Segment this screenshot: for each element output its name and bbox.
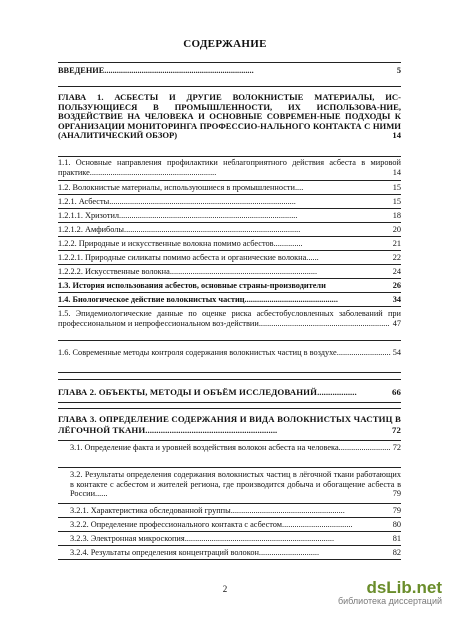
page-title: СОДЕРЖАНИЕ: [183, 38, 267, 50]
toc-entry-text: 3.2. Результаты определения содержания волокнистых частиц в лёгочной ткани работающих в контакте с асбестом и жителей региона, где производится добыча и обогащение асбеста в России: [70, 470, 401, 499]
toc-entry-text: 3.1. Определение факта и уровней воздействия волокон асбеста на человека: [70, 443, 339, 452]
divider: [58, 194, 401, 195]
toc-page-number: 47: [392, 318, 401, 328]
divider: [58, 545, 401, 546]
divider: [58, 306, 401, 307]
toc-entry-text: 1.5. Эпидемиологические данные по оценке риска асбестобусловленных заболеваний при профессиональном и непрофессиональном воз-действии: [58, 309, 401, 328]
toc-page-number: 20: [392, 225, 401, 234]
toc-entry-chapter-3[interactable]: ГЛАВА 3. ОПРЕДЕЛЕНИЕ СОДЕРЖАНИЯ И ВИДА ВОЛОКНИСТЫХ ЧАСТИЦ В ЛЁГОЧНОЙ ТКАНИ............................................................ 72: [58, 414, 401, 435]
divider: [58, 222, 401, 223]
toc-entry-1-2-2[interactable]: 1.2.2. Природные и искусственные волокна помимо асбестов.............. 21: [58, 239, 401, 248]
toc-entry-text: 1.3. История использования асбестов, основные страны-производители: [58, 281, 326, 290]
divider: [58, 264, 401, 265]
toc-entry-3-2-4[interactable]: 3.2.4. Результаты определения концентраций волокон............................. 82: [70, 548, 401, 557]
watermark[interactable]: [338, 578, 442, 606]
divider: [58, 156, 401, 157]
toc-entry-1-6[interactable]: 1.6. Современные методы контроля содержания волокнистых частиц в воздухе.......................... 54: [58, 348, 401, 357]
toc-page-number: 22: [392, 253, 401, 262]
toc-page-number: 14: [392, 167, 401, 177]
toc-entry-chapter-1[interactable]: [58, 93, 401, 141]
toc-page-number: 72: [392, 425, 401, 435]
toc-page-number: 15: [392, 197, 401, 206]
toc-entry-text: ГЛАВА 2. ОБЪЕКТЫ, МЕТОДЫ И ОБЪЁМ ИССЛЕДОВАНИЙ: [58, 387, 318, 397]
toc-entry-text: 1.2.2.1. Природные силикаты помимо асбеста и органические волокна: [58, 253, 307, 262]
divider: [58, 372, 401, 373]
toc-page-number: 81: [392, 534, 401, 543]
toc-entry-1-2-2-2[interactable]: 1.2.2.2. Искусственные волокна....................................................................... 24: [58, 267, 401, 276]
watermark-logo: dsLib.net: [366, 578, 442, 597]
divider: [58, 180, 401, 181]
divider: [58, 340, 401, 341]
divider: [58, 517, 401, 518]
toc-page-number: 26: [392, 281, 401, 290]
divider: [58, 440, 401, 441]
divider: [58, 62, 401, 63]
toc-page-number: 66: [392, 387, 401, 397]
toc-page-number: 79: [392, 489, 401, 499]
toc-entry-3-1[interactable]: 3.1. Определение факта и уровней воздействия волокон асбеста на человека......................... 72: [70, 443, 401, 452]
toc-entry-3-2-2[interactable]: 3.2.2. Определение профессионального контакта с асбестом.................................. 80: [70, 520, 401, 529]
toc-entry-1-2-2-1[interactable]: 1.2.2.1. Природные силикаты помимо асбеста и органические волокна...... 22: [58, 253, 401, 262]
toc-entry-text: ВВЕДЕНИЕ: [58, 66, 105, 75]
divider: [58, 402, 401, 403]
toc-entry-3-2[interactable]: 3.2. Результаты определения содержания волокнистых частиц в лёгочной ткани работающих в контакте с асбестом и жителей региона, где производится добыча и обогащение асбеста в России...... 79: [70, 470, 401, 499]
toc-page-number: 18: [392, 211, 401, 220]
toc-entry-chapter-2[interactable]: ГЛАВА 2. ОБЪЕКТЫ, МЕТОДЫ И ОБЪЁМ ИССЛЕДОВАНИЙ.................. 66: [58, 387, 401, 397]
toc-entry-text: 1.2.1. Асбесты: [58, 197, 110, 206]
toc-entry-1-1[interactable]: 1.1. Основные направления профилактики неблагоприятного действия асбеста в мировой практике............................................................. 14: [58, 158, 401, 177]
toc-entry-text: 3.2.4. Результаты определения концентраций волокон: [70, 548, 259, 557]
toc-entry-text: ГЛАВА 3. ОПРЕДЕЛЕНИЕ СОДЕРЖАНИЯ И ВИДА ВОЛОКНИСТЫХ ЧАСТИЦ В ЛЁГОЧНОЙ ТКАНИ: [58, 414, 401, 435]
divider: [58, 503, 401, 504]
toc-entry-1-2-1-1[interactable]: 1.2.1.1. Хризотил...................................................................................... 18: [58, 211, 401, 220]
toc-page-number: 34: [392, 295, 401, 304]
divider: [58, 559, 401, 560]
toc-entry-text: 1.1. Основные направления профилактики неблагоприятного действия асбеста в мировой практике: [58, 158, 401, 177]
toc-page-number: 72: [392, 443, 401, 452]
toc-entry-text: 3.2.3. Электронная микроскопия: [70, 534, 185, 543]
toc-entry-text: 1.2. Волокнистые материалы, используюшиеся в промышленности: [58, 183, 295, 192]
toc-entry-1-2[interactable]: 1.2. Волокнистые материалы, используюшиеся в промышленности.... 15: [58, 183, 401, 192]
toc-page-number: 54: [392, 348, 401, 357]
watermark-subtitle: библиотека диссертаций: [337, 596, 442, 606]
toc-page-number: 15: [392, 183, 401, 192]
toc-entry-1-2-1-2[interactable]: 1.2.1.2. Амфиболы..................................................................................... 20: [58, 225, 401, 234]
toc-page-number: 21: [392, 239, 401, 248]
toc-entry-1-2-1[interactable]: 1.2.1. Асбесты.......................................................................................... 15: [58, 197, 401, 206]
toc-entry-1-4[interactable]: 1.4. Биологическое действие волокнистых частиц............................................. 34: [58, 295, 401, 304]
divider: [58, 467, 401, 468]
toc-entry-1-5[interactable]: 1.5. Эпидемиологические данные по оценке риска асбестобусловленных заболеваний при профессиональном и непрофессиональном воз-действии............................................................... 47: [58, 309, 401, 328]
toc-entry-text: 1.4. Биологическое действие волокнистых частиц: [58, 295, 245, 304]
toc-entry-text: 1.2.2.2. Искусственные волокна: [58, 267, 170, 276]
toc-entry-1-3[interactable]: [58, 281, 401, 291]
toc-entry-text: 1.2.2. Природные и искусственные волокна помимо асбестов: [58, 239, 274, 248]
divider: [58, 236, 401, 237]
divider: [58, 278, 401, 279]
toc-page-number: 79: [392, 506, 401, 515]
toc-entry-3-2-1[interactable]: 3.2.1. Характеристика обследованной группы....................................................... 79: [70, 506, 401, 515]
toc-page-number: 14: [392, 130, 401, 141]
divider: [58, 531, 401, 532]
toc-entry-introduction[interactable]: ВВЕДЕНИЕ........................................................................ 5: [58, 66, 401, 75]
toc-page-number: 24: [392, 267, 401, 276]
toc-entry-text: 1.2.1.1. Хризотил: [58, 211, 120, 220]
toc-entry-text: 3.2.2. Определение профессионального контакта с асбестом: [70, 520, 283, 529]
toc-entry-text: ГЛАВА 1. АСБЕСТЫ И ДРУГИЕ ВОЛОКНИСТЫЕ МАТЕРИАЛЫ, ИС-ПОЛЬЗУЮЩИЕСЯ В ПРОМЫШЛЕННОСТИ, ИХ ИСПОЛЬЗОВА-НИЕ, ВОЗДЕЙСТВИЕ НА ЧЕЛОВЕКА И ОСНОВНЫЕ СОВРЕМЕН-НЫЕ ПОДХОДЫ К ОРГАНИЗАЦИИ МОНИТОРИНГА ПРОФЕССИО-НАЛЬНОГО КОНТАКТА С НИМИ (АНАЛИТИЧЕСКИЙ ОБЗОР): [58, 92, 401, 141]
divider: [58, 250, 401, 251]
toc-entry-text: 1.2.1.2. Амфиболы: [58, 225, 124, 234]
toc-page-number: 82: [392, 548, 401, 557]
divider: [58, 208, 401, 209]
toc-page-number: 5: [396, 66, 401, 75]
divider: [58, 379, 401, 380]
toc-entry-3-2-3[interactable]: 3.2.3. Электронная микроскопия........................................................................ 81: [70, 534, 401, 543]
divider: [58, 86, 401, 87]
page-number-footer: 2: [222, 584, 228, 594]
divider: [58, 292, 401, 293]
toc-entry-text: 1.6. Современные методы контроля содержания волокнистых частиц в воздухе: [58, 348, 337, 357]
toc-entry-text: 3.2.1. Характеристика обследованной группы: [70, 506, 231, 515]
divider: [58, 408, 401, 409]
toc-page-number: 80: [392, 520, 401, 529]
